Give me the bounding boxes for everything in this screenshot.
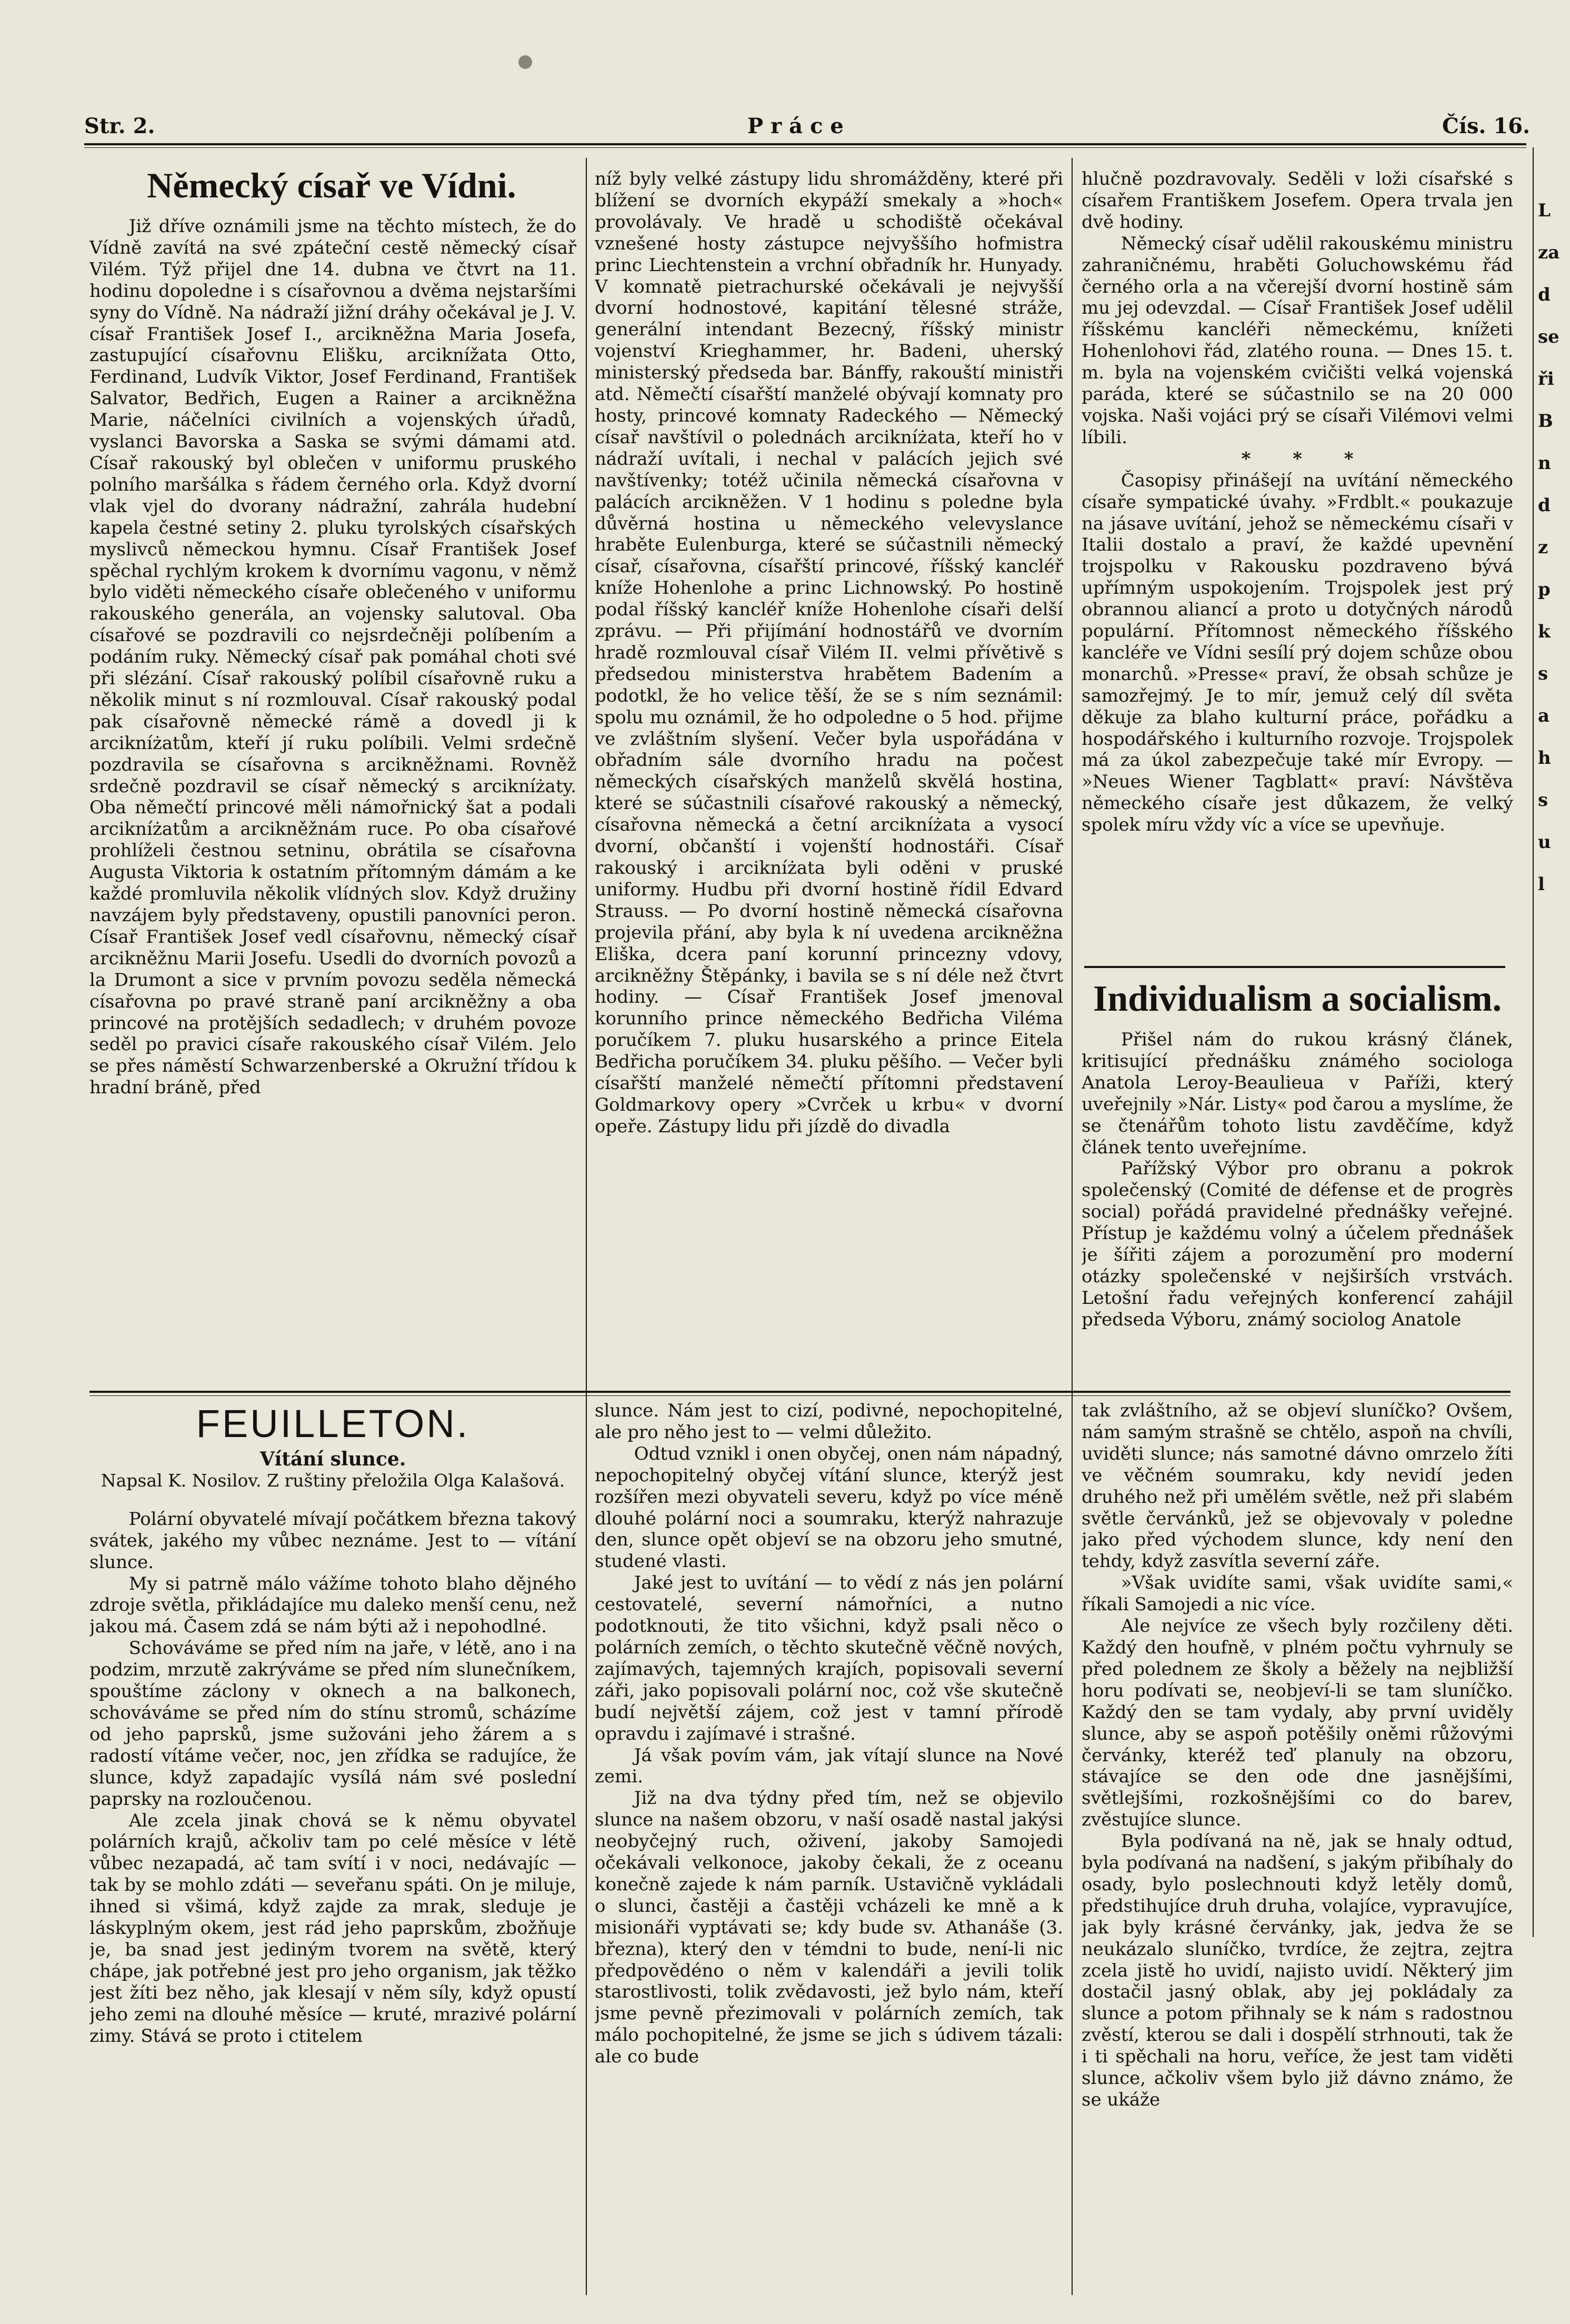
edge-fragment: k xyxy=(1538,621,1551,642)
article-emperor-column-1 xyxy=(89,216,576,1382)
paragraph: Jaké jest to uvítání — to vědí z nás jen polární cestovatelé, severní námořníci, a nutno podotknouti, že tito všichni, když psali něco o polárních zemích, o těchto skutečně věčně nových, zajímavých, tajemných krajích, popisovali severní záři, jako popisovali polární noc, což vše skutečně budí největší zájem, což jest v tamní přírodě opravdu i zajímavé i strašné. xyxy=(595,1572,1063,1744)
feuilleton-title: Vítání slunce. xyxy=(259,1449,406,1470)
paragraph: Polární obyvatelé mívají počátkem března takový svátek, jakého my vůbec neznáme. Jest to — vítání slunce. xyxy=(89,1508,576,1573)
paragraph: Přišel nám do rukou krásný článek, kritisující přednášku známého sociologa Anatola Leroy-Beaulieua v Paříži, který uveřejnily »Nár. Listy« pod čarou a myslíme, že se čtenářům tohoto listu zavděčíme, když článek tento uveřejníme. xyxy=(1082,1029,1513,1158)
paragraph: Časopisy přinášejí na uvítání německého císaře sympatické úvahy. »Frdblt.« poukazuje na jásave uvítání, jehož se německému císaři v Italii dostalo a praví, že každé upevnění trojspolku v Rakousku pozdraveno bývá upřímným uspokojením. Trojspolek jest prý obrannou aliancí a proto u dotyčných národů populární. Přítomnost německého říšského kancléře ve Vídni sesílí prý dojem schůze obou monarchů. »Presse« praví, že obsah schůze je samozřejmý. Je to mír, jemuž celý díl světa děkuje za blaho kulturní práce, pořádku a hospodářského i kulturního rozvoje. Trojspolek má za úkol zabezpečuje také mír Evropy. — »Neues Wiener Tagblatt« praví: Návštěva německého císaře jest důkazem, že velký spolek míru vždy víc a více se upevňuje. xyxy=(1082,470,1513,836)
neighbour-page-fragments xyxy=(1538,189,1567,905)
edge-fragment: n xyxy=(1538,453,1551,474)
paragraph: My si patrně málo vážíme tohoto blaho dějného zdroje světla, přikládajíce mu daleko menší cenu, než jakou má. Časem zdá se nám býti až i nepohodlné. xyxy=(89,1573,576,1638)
edge-fragment: za xyxy=(1538,242,1560,263)
article-emperor-column-3 xyxy=(1082,168,1513,958)
feuilleton-column-2 xyxy=(595,1400,1063,2295)
edge-fragment: s xyxy=(1538,663,1548,684)
masthead-rule xyxy=(84,143,1526,145)
section-stars: * * * xyxy=(1241,448,1372,470)
paragraph: níž byly velké zástupy lidu shromážděny, které při blížení se dvorních ekypáží smekaly a »hoch« provolávaly. Ve hradě u schodiště očekával vznešené hosty zástupce nejvyššího hofmistra princ Liechtenstein a vrchní obřadník hr. Hunyady. V komnatě pietrachurské očekávali je nejvyšší dvorní hodnostové, kapitání tělesné stráže, generální intendant Bezecný, říšský ministr vojenství Krieghammer, hr. Badeni, uherský ministerský předseda bar. Bánffy, rakouští ministři atd. Němečtí císařští manželé obývají komnaty pro hosty, princové komnaty Radeckého — Německý císař navštívil o polednách arcikníżata, kteří ho v nádraží uvítali, i nechal v palácích jejich své navštívenky; totéž učinila německá císařovna v palácích arcikněžen. V 1 hodinu s poledne byla důvěrná hostina u německého velevyslance hraběte Eulenburga, které se súčastnili německý císař, císařovna, císařští princové, říšský kancléř kníže Hohenlohe a princ Lichnowský. Po hostině podal říšský kancléř kníže Hohenlohe císaři delší zprávu. — Při přijímání hodnostářů ve dvorním hradě rozmlouval císař Vilém II. velmi přívětivě s předsedou ministerstva hrabětem Badením a podotkl, že ho velice těší, že se s ním seznámil: spolu mu oznámil, že ho odpoledne o 5 hod. přijme ve zvláštním slyšení. Večer byla uspořádána v obřadním sále dvorního hradu na počest německých císařských manželů skvělá hostina, které se súčastnili císařové rakouský a německý, císařovna německá a četní arcikníżata a vysocí dvorní, občanští i vojenští hodnostáři. Císař rakouský i arcikníżata byli oděni v pruské uniformy. Hudbu při dvorní hostině řídil Edvard Strauss. — Po dvorní hostině německá císařovna projevila přání, aby byla k ní uvedena arcikněžna Eliška, dcera paní korunní princezny vdovy, arcikněžny Štěpánky, i bavila se s ní déle než čtvrt hodiny. — Císař František Josef jmenoval korunního prince německého Bedřicha Viléma poručíkem 7. pluku husarského a prince Eitela Bedřicha poručíkem 34. pluku pěšího. — Večer byli císařští manželé němečtí přítomni představení Goldmarkovy opery »Cvrček u krbu« v dvorní opeře. Zástupy lidu při jízdě do divadla xyxy=(595,168,1063,1137)
feuilleton-column-3 xyxy=(1082,1400,1513,2295)
page-edge-line xyxy=(1533,147,1534,1937)
edge-fragment: ři xyxy=(1538,368,1554,390)
edge-fragment: u xyxy=(1538,832,1551,853)
ink-blot xyxy=(518,55,532,69)
edge-fragment: se xyxy=(1538,326,1559,347)
paragraph: Již dříve oznámili jsme na těchto místech, že do Vídně zavítá na své zpáteční cestě německý císař Vilém. Týž přijel dne 14. dubna ve čtvrt na 11. hodinu dopoledne i s císařovnou a dvěma nejstaršími syny do Vídně. Na nádraží jižní dráhy očekával je J. V. císař František Josef I., arcikněžna Maria Josefa, zastupující císařovnu Elišku, arciknížata Otto, Ferdinand, Ludvík Viktor, Josef Ferdinand, František Salvator, Bedřich, Eugen a Rainer a arcikněžna Marie, náčelníci civilních a vojenských úřadů, vyslanci Bavorska a Saska se svými dámami atd. Císař rakouský byl oblečen v uniformu pruského polního maršálka s řádem černého orla. Když dvorní vlak vjel do dvorany nádražní, zahrála hudební kapela čestné setiny 2. pluku tyrolských císařských myslivců německou hymnu. Císař František Josef spěchal rychlým krokem k dvornímu vagonu, v němž bylo viděti německého císaře oblečeného v uniformu rakouského generála, an vojensky salutoval. Oba císařové se pozdravili co nejsrdečněji políbením a podáním ruky. Německý císař pak pomáhal choti své při slézání. Císař rakouský políbil císařovně ruku a několik minut s ní rozmlouval. Císař rakouský podal pak císařovně německé rámě a dovedl ji k arcikníżatům, kteří jí ruku políbili. Velmi srdečně pozdravila se císařovna s arcikněžnami. Rovněž srdečně pozdravil se císař německý s arcikníżaty. Oba němečtí princové měli námořnický šat a podali arcikníżatům a arcikněžnám ruce. Po oba císařové prohlíželi čestnou setninu, obrátila se císařovna Augusta Viktoria k ostatním přítomným dámám a ke každé promluvila několik vlídných slov. Když družiny navzájem byly představeny, opustili panovníci peron. Císař František Josef vedl císařovnu, německý císař arcikněžnu Marii Josefu. Usedli do dvorních povozů a la Drumont a sice v prvním povozu seděla německá císařovna po pravé straně paní arcikněžny a oba princové na protějších sedadlech; v druhém povoze seděl po pravici císaře rakouského císař Vilém. Jelo se přes náměstí Schwarzenberské a Okružní třídou k hradní bráně, před xyxy=(89,216,576,1099)
paragraph: Pařížský Výbor pro obranu a pokrok společenský (Comité de défense et de progrès social) pořádá pravidelné přednášky veřejné. Přístup je každému volný a účelem přednášek je šířiti zájem a porozumění pro moderní otázky společenské v nejširších vrstvách. Letošní řadu veřejných konferencí zahájil předseda Výboru, známý sociolog Anatole xyxy=(1082,1158,1513,1330)
edge-fragment: l xyxy=(1538,874,1545,895)
newspaper-title: Práce xyxy=(747,114,851,138)
feuilleton-divider-thin xyxy=(89,1395,1511,1396)
section-rule xyxy=(1084,966,1505,968)
feuilleton-column-1 xyxy=(89,1449,576,2296)
feuilleton-heading: FEUILLETON. xyxy=(196,1402,470,1445)
spacer xyxy=(89,1492,576,1509)
edge-fragment: d xyxy=(1538,284,1551,305)
column-divider xyxy=(586,158,587,2295)
issue-number: Čís. 16. xyxy=(1442,114,1530,138)
page-number: Str. 2. xyxy=(84,114,155,138)
paragraph: Ale nejvíce ze všech byly rozčileny děti. Každý den houfně, v plném počtu vyhrnuly se před polednem ze školy a běžely na nejbližší horu podívati se, neobjeví-li se tam sluníčko. Každý den se tam vydaly, aby první uviděly slunce, aby se aspoň potěšily oněmi růžovými červánky, kteréž teď planuly na obzoru, stávajíce se den ode dne jasnějšími, světlejšími, rozkošnějšími co do barev, zvěstujíce slunce. xyxy=(1082,1615,1513,1831)
article-emperor-column-2 xyxy=(595,168,1063,1384)
paragraph: Schováváme se před ním na jaře, v létě, ano i na podzim, mrzutě zakrýváme se před ním slunečníkem, spouštíme záclony v oknech a na balkonech, schováváme se před ním do stínu stromů, scházíme od jeho paprsků, jsme sužováni jeho žárem a s radostí vítáme večer, noc, jen zřídka se radujíce, že slunce, když zapadajíc vysílá nám své poslední paprsky na rozloučenou. xyxy=(89,1638,576,1810)
paragraph: Německý císař udělil rakouskému ministru zahraničnému, hraběti Goluchowskému řád černého orla a na včerejší dvorní hostině sám mu jej odevzdal. — Císař František Josef udělil říšskému kancléři německému, knížeti Hohenlohovi řád, zlatého rouna. — Dnes 15. t. m. byla na vojenském cvičišti velká vojenská paráda, které se súčastnilo se na 20 000 vojska. Naši vojáci prý se císaři Vilémovi velmi líbili. xyxy=(1082,233,1513,448)
paragraph: Odtud vznikl i onen obyčej, onen nám nápadný, nepochopitelný obyčej vítání slunce, kterýž jest rozšířen mezi obyvateli severu, když po více méně dlouhé polární noci a soumraku, kterýž nahrazuje den, slunce opět objeví se na obzoru jeho smutné, studené vlasti. xyxy=(595,1443,1063,1572)
paragraph: tak zvláštního, až se objeví sluníčko? Ovšem, nám samým strašně se chtělo, aspoň na chvíli, uviděti slunce; nás samotné dávno omrzelo žíti ve věčném soumraku, kdy nevidí jeden druhého než při umělém světle, než při slabém světle červánků, jež se objevovaly v poledne jako před východem slunce, kdy není den tehdy, když zasvítla severní záře. xyxy=(1082,1400,1513,1572)
headline-individualism: Individualism a socialism. xyxy=(1093,979,1502,1019)
edge-fragment: s xyxy=(1538,790,1548,811)
headline-german-emperor: Německý císař ve Vídni. xyxy=(147,165,516,205)
edge-fragment: a xyxy=(1538,705,1550,726)
edge-fragment: p xyxy=(1538,579,1551,600)
paragraph: Ale zcela jinak chová se k němu obyvatel polárních krajů, ačkoliv tam po celé měsíce v létě vůbec nezapadá, ač tam svítí i v noci, nedávajíc — tak by se mohlo zdáti — seveřanu spáti. On je miluje, ihned si všimá, když zajde za mrak, sleduje je láskyplným okem, jest rád jeho paprskům, zbožňuje je, ba snad jest jediným tvorem na světě, který chápe, jak potřebné jest pro jeho organism, jak těžko jest žíti bez něho, jak klesají v něm síly, když opustí jeho zemi na dlouhé měsíce — kruté, mrazivé polární zimy. Stává se proto i ctitelem xyxy=(89,1810,576,2047)
paragraph: Já však povím vám, jak vítají slunce na Nové zemi. xyxy=(595,1744,1063,1788)
feuilleton-divider xyxy=(89,1391,1511,1393)
column-divider xyxy=(1072,158,1073,2295)
edge-fragment: L xyxy=(1538,200,1551,221)
paragraph: slunce. Nám jest to cizí, podivné, nepochopitelné, ale pro něho jest to — velmi důležito. xyxy=(595,1400,1063,1443)
paragraph: Již na dva týdny před tím, než se objevilo slunce na našem obzoru, v naší osadě nastal jakýsi neobyčejný ruch, oživení, jakoby Samojedi očekávali velkonoce, jakoby čekali, že z oceanu konečně zajede k nám parník. Ustavičně vykládali o slunci, častěji a častěji vcházeli ke mně a k misionáři vyptávati se; kdy bude sv. Athanáše (3. března), který den v témdni to bude, není-li nic předpovědéno o něm v kalendáři a jevili tolik starostlivosti, tolik zvědavosti, jež bylo nám, kteří jsme pevně přezimovali v polárních zemích, tak málo pochopitelné, že jsme se jich s údivem tázali: ale co bude xyxy=(595,1788,1063,2068)
edge-fragment: z xyxy=(1538,537,1548,558)
paragraph: hlučně pozdravovaly. Seděli v loži císařské s císařem Františkem Josefem. Opera trvala jen dvě hodiny. xyxy=(1082,168,1513,233)
paragraph: »Však uvidíte sami, však uvidíte sami,« říkali Samojedi a nic více. xyxy=(1082,1572,1513,1615)
edge-fragment: h xyxy=(1538,747,1551,769)
paragraph: Byla podívaná na ně, jak se hnaly odtud, byla podívaná na nadšení, s jakým přibíhaly do osady, bylo poslechnouti když letěly domů, předstihujíce druh druha, volajíce, vypravujíce, jak byly krásné červánky, jak, jedva že se neukázalo sluníčko, tvrdíce, že zejtra, zejtra zcela jistě ho uvidí, najisto uvidí. Některý jim dostačil jasný oblak, aby jej pokládaly za slunce a potom přihnaly se k nám s radostnou zvěstí, kterou se dali i dospělí strhnouti, tak že i ti spěchali na horu, veříce, že jest tam viděti slunce, ačkoliv všem bylo již dávno známo, že se ukáže xyxy=(1082,1831,1513,2110)
edge-fragment: d xyxy=(1538,495,1551,516)
feuilleton-byline: Napsal K. Nosilov. Z ruštiny přeložila Olga Kalašová. xyxy=(101,1470,565,1491)
masthead-rule-thin xyxy=(84,147,1526,148)
edge-fragment: B xyxy=(1538,411,1553,432)
article-individualism-column xyxy=(1082,1029,1513,1387)
